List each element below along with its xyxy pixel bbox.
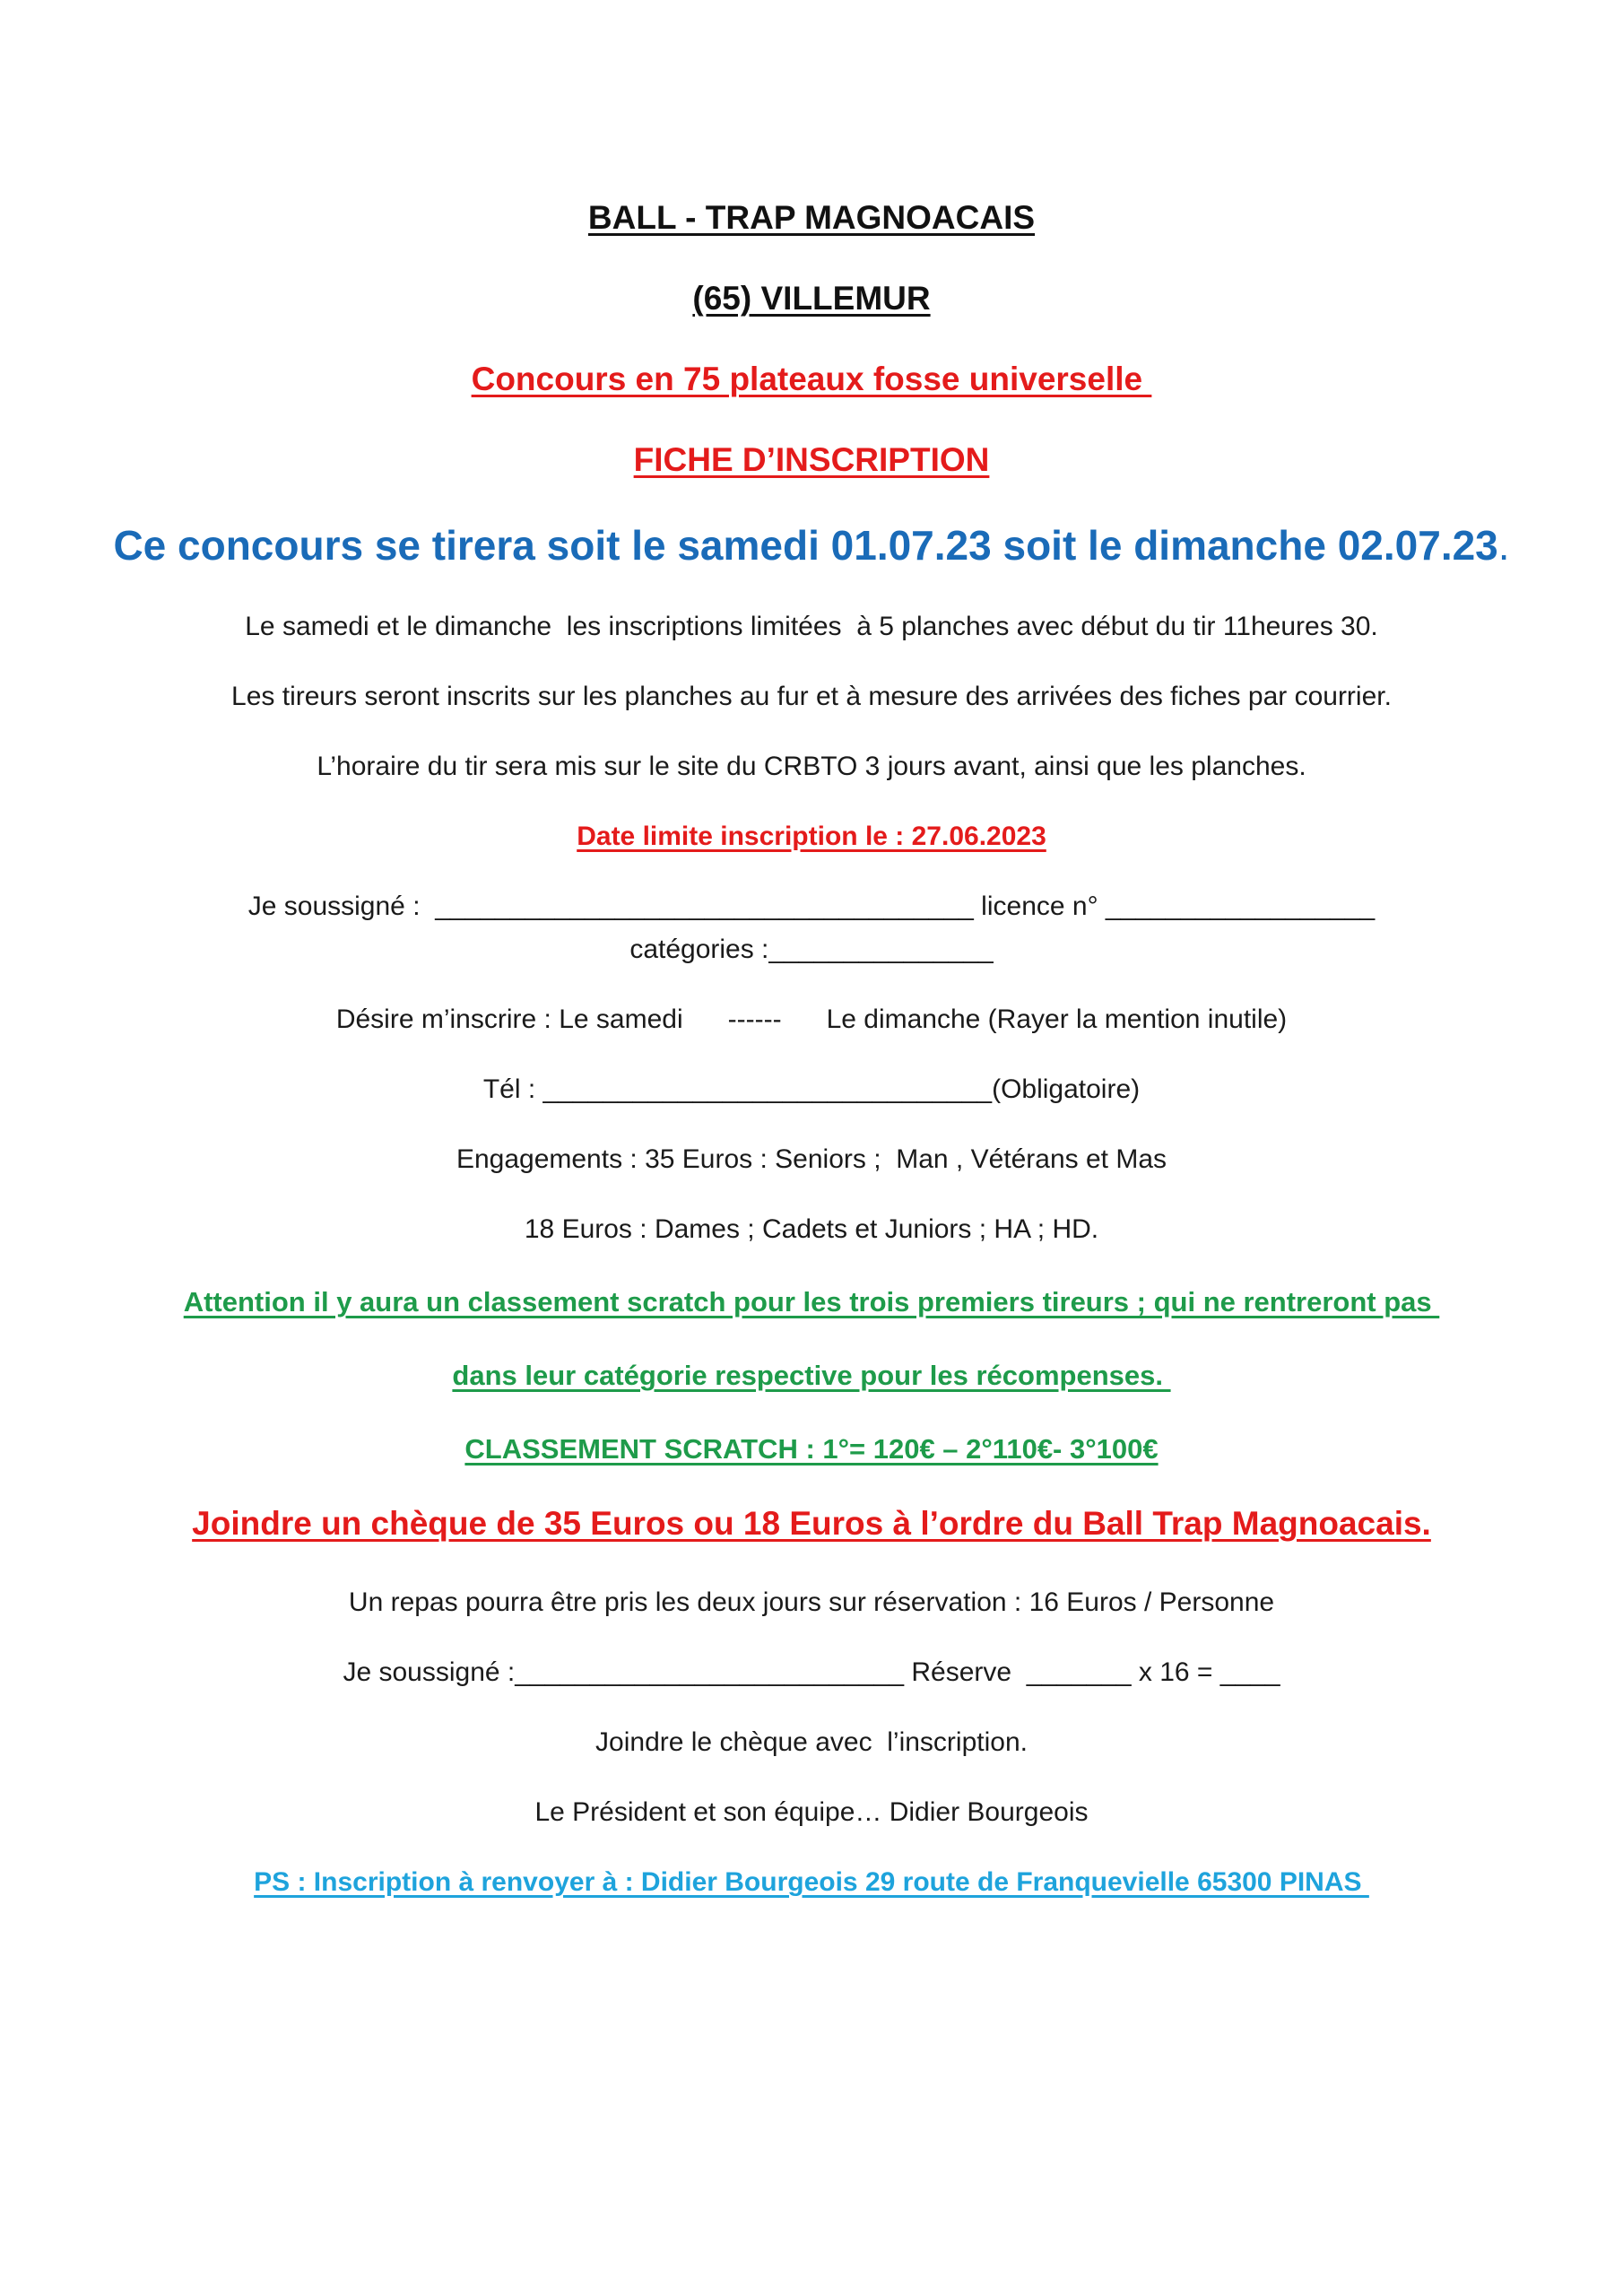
signer-licence-field: Je soussigné : ____________________________________ licence n° __________________ — [247, 891, 1376, 921]
deadline-notice: Date limite inscription le : 27.06.2023 — [577, 822, 1046, 851]
scratch-notice-line2: dans leur catégorie respective pour les récompenses. — [452, 1360, 1171, 1391]
fees-line-35: Engagements : 35 Euros : Seniors ; Man , Vétérans et Mas — [456, 1144, 1167, 1174]
form-title: FICHE D’INSCRIPTION — [633, 441, 990, 478]
meal-info: Un repas pourra être pris les deux jours sur réservation : 16 Euros / Personne — [348, 1587, 1275, 1617]
categories-field: catégories :_______________ — [629, 935, 994, 964]
contest-title: Concours en 75 plateaux fosse universelle — [471, 361, 1152, 397]
club-name-title: BALL - TRAP MAGNOACAIS — [587, 199, 1036, 236]
scratch-notice-line1: Attention il y aura un classement scratch pour les trois premiers tireurs ; qui ne rentreront pas — [183, 1286, 1440, 1318]
register-day-choice: Désire m’inscrire : Le samedi ------ Le dimanche (Rayer la mention inutile) — [335, 1004, 1288, 1034]
scratch-prizes: CLASSEMENT SCRATCH : 1°= 120€ – 2°110€- 3°100€ — [464, 1433, 1159, 1465]
contest-dates-text: Ce concours se tirera soit le samedi 01.07.23 soit le dimanche 02.07.23 — [113, 522, 1498, 569]
contest-dates-period: . — [1497, 522, 1510, 569]
location-title: (65) VILLEMUR — [692, 280, 931, 317]
meal-reservation-field: Je soussigné :__________________________ Réserve _______ x 16 = ____ — [343, 1657, 1280, 1687]
attach-cheque-note: Joindre le chèque avec l’inscription. — [595, 1727, 1028, 1757]
cheque-notice: Joindre un chèque de 35 Euros ou 18 Euros à l’ordre du Ball Trap Magnoacais. — [192, 1505, 1431, 1542]
info-line-courrier: Les tireurs seront inscrits sur les planches au fur et à mesure des arrivées des fiches par courrier. — [231, 682, 1392, 711]
info-line-planches: Le samedi et le dimanche les inscriptions limitées à 5 planches avec début du tir 11heures 30. — [245, 612, 1378, 641]
phone-field: Tél : ______________________________(Obligatoire) — [482, 1074, 1141, 1104]
president-signature: Le Président et son équipe… Didier Bourgeois — [534, 1797, 1089, 1827]
fees-line-18: 18 Euros : Dames ; Cadets et Juniors ; HA ; HD. — [524, 1214, 1099, 1244]
return-address: PS : Inscription à renvoyer à : Didier Bourgeois 29 route de Franquevielle 65300 PINAS — [254, 1867, 1369, 1897]
info-line-horaire: L’horaire du tir sera mis sur le site du CRBTO 3 jours avant, ainsi que les planches. — [317, 752, 1306, 781]
contest-dates — [0, 522, 1623, 570]
